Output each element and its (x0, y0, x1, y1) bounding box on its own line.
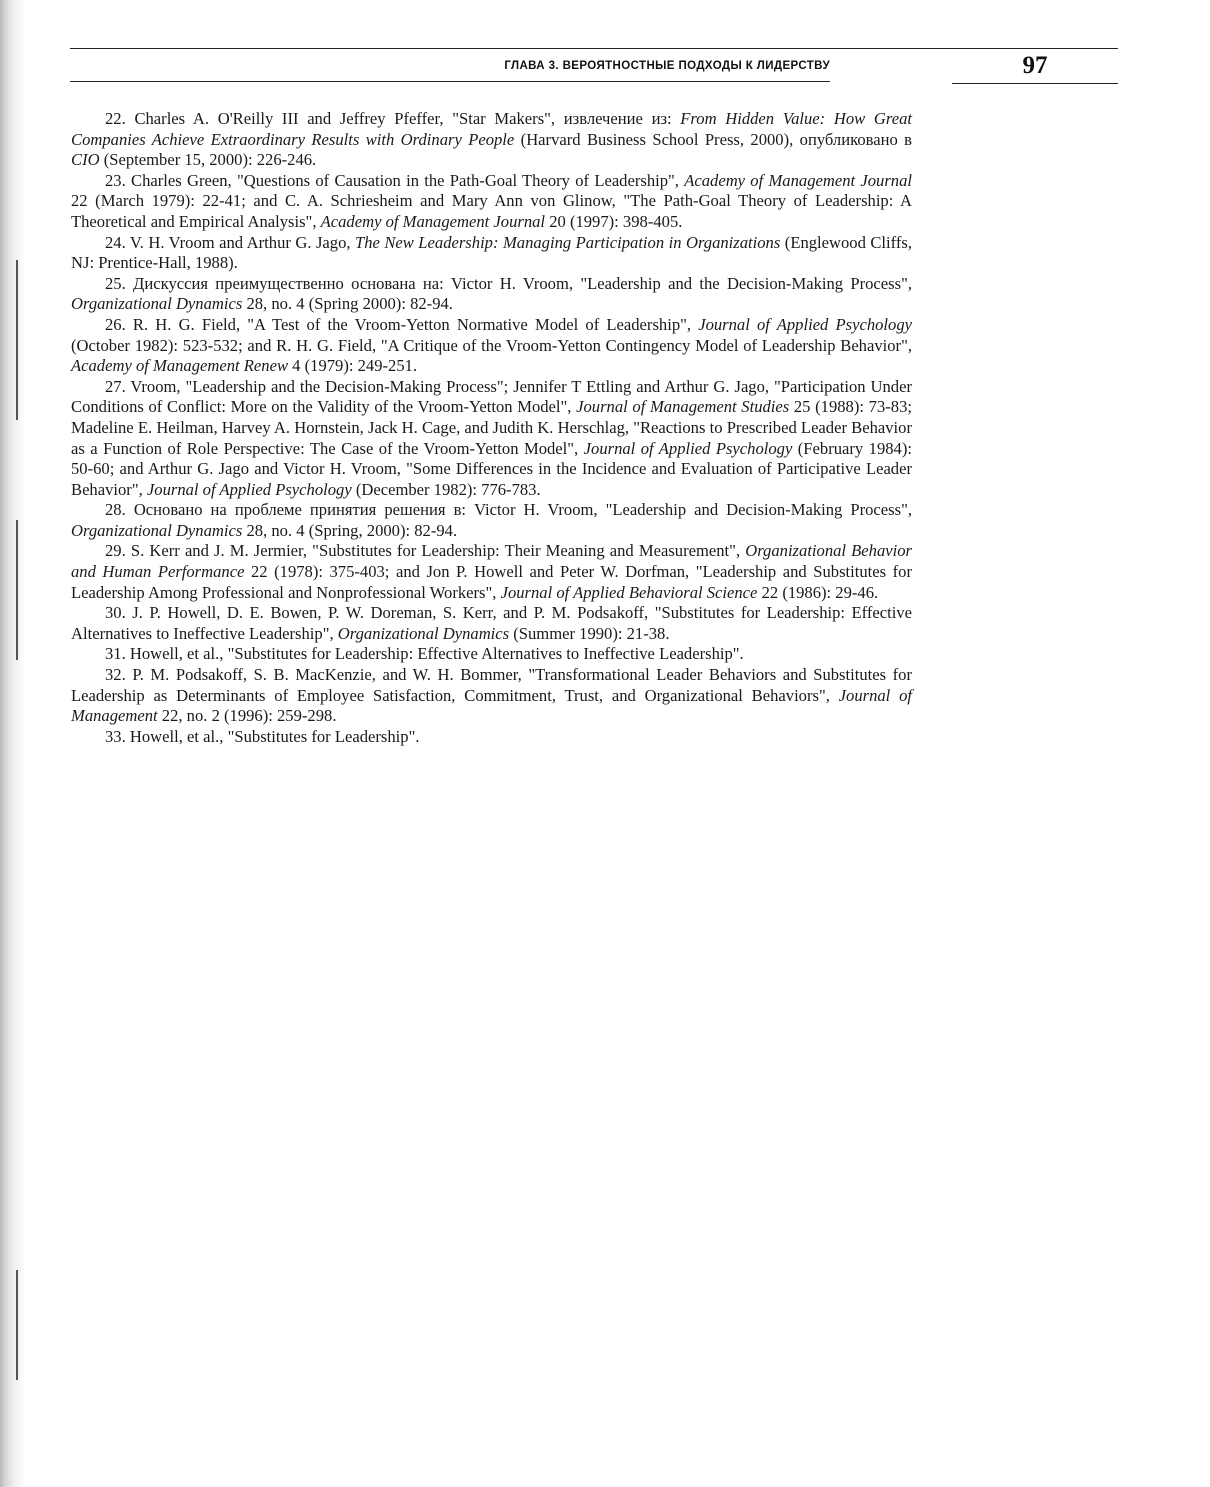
endnote-text: Основано на проблеме принятия решения в: Victor H. Vroom, "Leadership and Decision-Making Process", (133, 500, 912, 520)
binding-mark (16, 520, 18, 660)
endnote-text: J. P. Howell, D. E. Bowen, P. W. Doreman, S. Kerr, and P. M. Podsakoff, "Substitutes for Leadership: Effective Alternatives to Ineffective Leadership", (71, 603, 913, 643)
endnote-text: (September 15, 2000): 226-246. (99, 150, 317, 170)
endnote-text: 22, no. 2 (1996): 259-298. (157, 706, 337, 726)
page-header (70, 48, 1118, 88)
endnote (71, 274, 912, 315)
endnote-text: R. H. G. Field, "A Test of the Vroom-Yetton Normative Model of Leadership", (132, 314, 699, 334)
endnote-title-italic: Journal of Management Studies (576, 397, 790, 417)
endnote-title-italic: Journal of Applied Behavioral Science (500, 582, 758, 602)
endnote-text: P. M. Podsakoff, S. B. MacKenzie, and W. H. Bommer, "Transformational Leader Behaviors and Substitutes for Leadership as Determinants of Employee Satisfaction, Commitment, Trust, and Organizational Behaviors", (71, 665, 912, 705)
endnote (71, 665, 912, 727)
endnote-number: 23. (105, 170, 126, 190)
endnote-title-italic: Organizational Dynamics (71, 294, 243, 314)
endnote-text: 22 (March 1979): 22-41; and C. A. Schriesheim and Mary Ann von Glinow, "The Path-Goal Theory of Leadership: A Theoretical and Empirical Analysis", (71, 191, 912, 231)
page-number: 97 (1022, 52, 1048, 79)
endnote-text: 4 (1979): 249-251. (288, 356, 418, 376)
running-head: ГЛАВА 3. ВЕРОЯТНОСТНЫЕ ПОДХОДЫ К ЛИДЕРСТВУ (504, 60, 830, 72)
endnote-title-italic: Journal of Management (71, 685, 912, 726)
endnote (71, 500, 912, 541)
binding-mark (16, 260, 18, 420)
endnote (71, 541, 912, 603)
endnote-number: 24. (105, 232, 126, 252)
endnote-text: 20 (1997): 398-405. (545, 211, 683, 231)
endnote-title-italic: Academy of Management Renew (71, 356, 289, 376)
endnote-title-italic: Journal of Applied Psychology (698, 314, 912, 334)
endnote-text: (October 1982): 523-532; and R. H. G. Field, "A Critique of the Vroom-Yetton Contingency Model of Leadership Behavior", (71, 335, 912, 355)
endnote-text: Howell, et al., "Substitutes for Leadership". (129, 726, 420, 746)
endnote (71, 315, 912, 377)
endnote (71, 233, 912, 274)
endnote-text: V. H. Vroom and Arthur G. Jago, (129, 232, 355, 252)
endnote-text: Charles Green, "Questions of Causation in the Path-Goal Theory of Leadership", (131, 170, 685, 190)
header-rule-bottom-left (70, 81, 830, 82)
endnote-title-italic: Journal of Applied Psychology (146, 479, 352, 499)
endnote-title-italic: Journal of Applied Psychology (583, 438, 793, 458)
endnote-title-italic: Organizational Dynamics (337, 623, 510, 643)
endnote-title-italic: Organizational Behavior and Human Performance (71, 541, 912, 582)
endnote-number: 28. (105, 500, 126, 520)
header-rule-bottom-right (952, 83, 1118, 84)
endnote-text: (Summer 1990): 21-38. (509, 623, 670, 643)
binding-mark (16, 1270, 18, 1380)
endnote-text: (Harvard Business School Press, 2000), опубликовано в (514, 129, 912, 149)
endnote-number: 31. (105, 644, 126, 664)
endnote (71, 171, 912, 233)
endnotes-list (71, 109, 912, 747)
endnote-title-italic: The New Leadership: Managing Participation in Organizations (354, 232, 781, 252)
endnote-title-italic: From Hidden Value: How Great Companies Achieve Extraordinary Results with Ordinary People (71, 109, 912, 149)
header-rule-top (70, 48, 1118, 49)
binding-edge (0, 0, 26, 1487)
endnote-number: 26. (105, 314, 126, 334)
endnote-text: S. Kerr and J. M. Jermier, "Substitutes for Leadership: Their Meaning and Measurement", (130, 541, 746, 561)
endnote-text: (Englewood Cliffs, NJ: Prentice-Hall, 1988). (71, 232, 913, 273)
endnote-title-italic: Academy of Management Journal (684, 170, 913, 190)
endnote-number: 30. (105, 603, 126, 623)
endnote-number: 33. (105, 726, 126, 746)
endnote-title-italic: Organizational Dynamics (71, 520, 243, 540)
endnote-title-italic: Academy of Management Journal (320, 211, 546, 231)
endnote-text: Howell, et al., "Substitutes for Leadership: Effective Alternatives to Ineffective Leadership". (129, 644, 744, 664)
endnote-text: Дискуссия преимущественно основана на: Victor H. Vroom, "Leadership and the Decision-Making Process", (133, 273, 912, 293)
endnote (71, 377, 912, 501)
endnote-text: (December 1982): 776-783. (351, 479, 541, 499)
endnote-text: 28, no. 4 (Spring 2000): 82-94. (242, 294, 453, 314)
endnote-number: 32. (105, 665, 126, 685)
endnote-text: 22 (1978): 375-403; and Jon P. Howell and Peter W. Dorfman, "Leadership and Substitutes for Leadership Among Professional and Nonprofessional Workers", (71, 562, 912, 602)
endnote-number: 27. (105, 376, 126, 396)
endnote-number: 22. (105, 109, 126, 128)
endnote (71, 109, 912, 171)
endnote (71, 644, 912, 665)
endnote (71, 603, 912, 644)
endnote-title-italic: CIO (71, 150, 100, 170)
endnote-number: 29. (105, 541, 126, 561)
endnote (71, 727, 912, 748)
endnote-text: Charles A. O'Reilly III and Jeffrey Pfeffer, "Star Makers", извлечение из: (134, 109, 681, 128)
endnote-text: 22 (1986): 29-46. (757, 582, 879, 602)
endnote-text: Vroom, "Leadership and the Decision-Making Process"; Jennifer T Ettling and Arthur G. Jago, "Participation Under Conditions of Conflict: More on the Validity of the Vroom-Yetton Model", (71, 376, 912, 417)
endnote-number: 25. (105, 273, 126, 293)
endnote-text: 25 (1988): 73-83; Madeline E. Heilman, Harvey A. Hornstein, Jack H. Cage, and Judith K. Herschlag, "Reactions to Prescribed Leader Behavior as a Function of Role Perspective: The Case of the Vroom-Yetton Model", (71, 397, 912, 458)
endnote-text: (February 1984): 50-60; and Arthur G. Jago and Victor H. Vroom, "Some Differences in the Incidence and Evaluation of Participative Leader Behavior", (71, 438, 912, 499)
endnote-text: 28, no. 4 (Spring, 2000): 82-94. (242, 520, 458, 540)
